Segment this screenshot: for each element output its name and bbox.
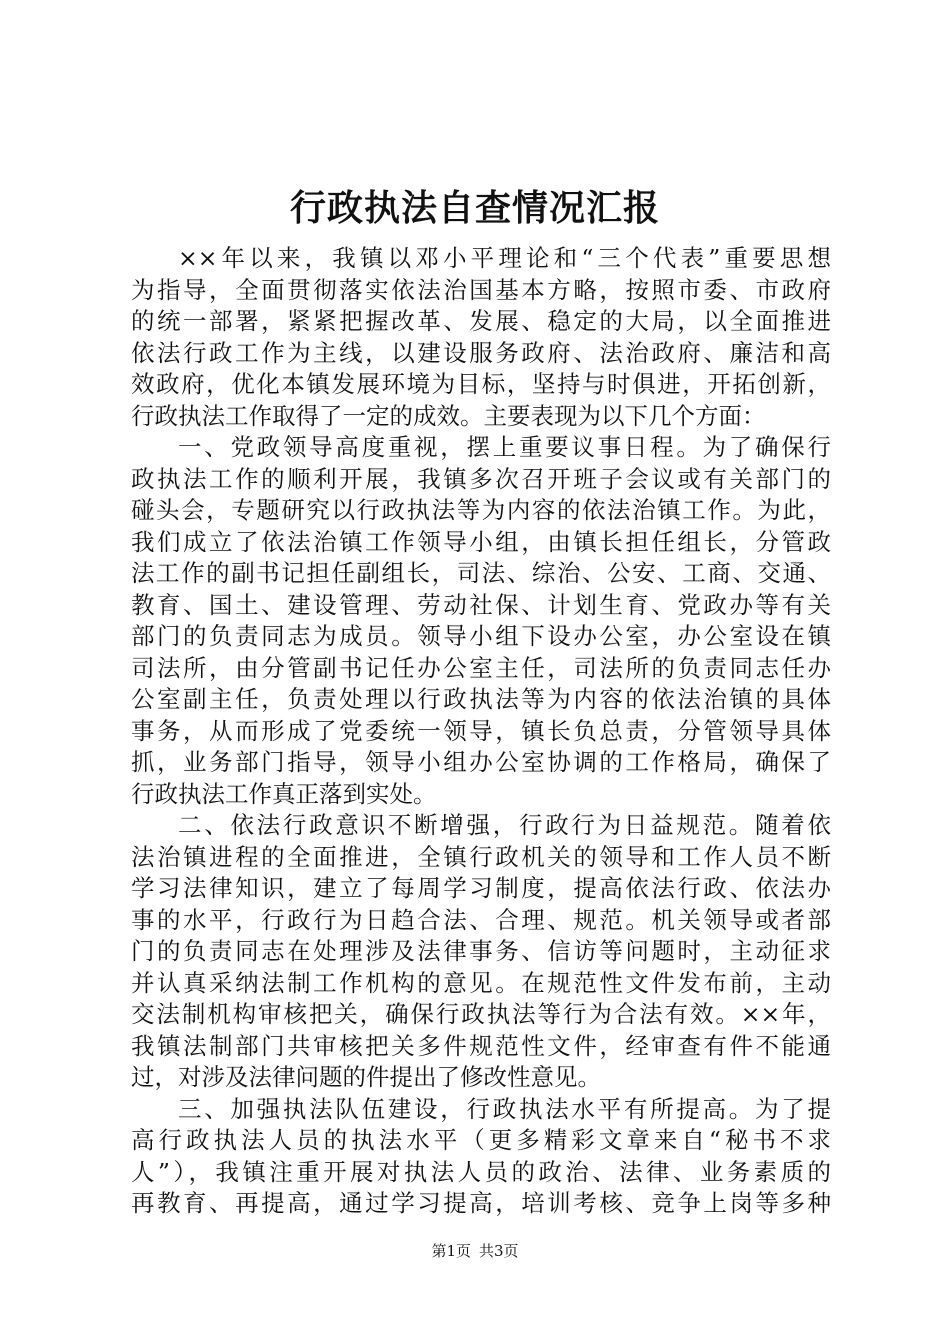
body-line: 为指导，全面贯彻落实依法治国基本方略，按照市委、市政府 <box>131 275 831 304</box>
body-line: 依法行政工作为主线，以建设服务政府、法治政府、廉洁和高 <box>131 338 831 367</box>
body-line: 再教育、再提高，通过学习提高，培训考核、竞争上岗等多种 <box>131 1189 831 1217</box>
body-line: 并认真采纳法制工作机构的意见。在规范性文件发布前，主动 <box>131 968 831 997</box>
page-number: 第1页 <box>431 1242 471 1260</box>
body-line: 部门的负责同志为成员。领导小组下设办公室，办公室设在镇 <box>131 622 831 650</box>
body-line: 事务，从而形成了党委统一领导，镇长负总责，分管领导具体 <box>131 716 831 745</box>
document-title: 行政执法自查情况汇报 <box>289 187 660 229</box>
body-line: 二、依法行政意识不断增强，行政行为日益规范。随着依 <box>178 811 831 839</box>
body-line: 我镇法制部门共审核把关多件规范性文件，经审查有件不能通 <box>131 1031 831 1060</box>
body-line: 三、加强执法队伍建设，行政执法水平有所提高。为了提 <box>178 1094 831 1123</box>
body-line: 法治镇进程的全面推进，全镇行政机关的领导和工作人员不断 <box>131 842 831 871</box>
body-line: 过，对涉及法律问题的件提出了修改性意见。 <box>131 1063 601 1091</box>
body-line: 公室副主任，负责处理以行政执法等为内容的依法治镇的具体 <box>131 685 831 713</box>
body-line: 学习法律知识，建立了每周学习制度，提高依法行政、依法办 <box>131 874 831 902</box>
page-footer <box>0 1241 950 1261</box>
body-line: 司法所，由分管副书记任办公室主任，司法所的负责同志任办 <box>131 653 831 682</box>
body-line: 我们成立了依法治镇工作领导小组，由镇长担任组长，分管政 <box>131 527 831 556</box>
page-total: 共3页 <box>479 1242 519 1260</box>
body-line: 教育、国土、建设管理、劳动社保、计划生育、党政办等有关 <box>131 590 831 619</box>
body-line: 法工作的副书记担任副组长，司法、综治、公安、工商、交通、 <box>131 559 831 587</box>
body-line: 交法制机构审核把关，确保行政执法等行为合法有效。××年， <box>131 1000 831 1028</box>
body-line: 抓，业务部门指导，领导小组办公室协调的工作格局，确保了 <box>131 748 831 776</box>
body-line: 行政执法工作取得了一定的成效。主要表现为以下几个方面： <box>131 401 766 430</box>
body-line: 高行政执法人员的执法水平（更多精彩文章来自“秘书不求 <box>131 1126 831 1154</box>
body-line: 效政府，优化本镇发展环境为目标，坚持与时俱进，开拓创新， <box>131 370 831 398</box>
body-line: 碰头会，专题研究以行政执法等为内容的依法治镇工作。为此， <box>131 496 831 524</box>
body-line: 的统一部署，紧紧把握改革、发展、稳定的大局，以全面推进 <box>131 307 831 335</box>
body-line: 一、党政领导高度重视，摆上重要议事日程。为了确保行 <box>178 433 831 461</box>
document-body <box>131 243 831 1220</box>
body-line: 人”），我镇注重开展对执法人员的政治、法律、业务素质的 <box>131 1157 831 1186</box>
body-line: 政执法工作的顺利开展，我镇多次召开班子会议或有关部门的 <box>131 464 831 493</box>
body-line: 门的负责同志在处理涉及法律事务、信访等问题时，主动征求 <box>131 937 831 965</box>
body-line: 行政执法工作真正落到实处。 <box>131 779 437 808</box>
body-line: 事的水平，行政行为日趋合法、合理、规范。机关领导或者部 <box>131 905 831 934</box>
body-line: ××年以来，我镇以邓小平理论和“三个代表”重要思想 <box>178 244 831 272</box>
